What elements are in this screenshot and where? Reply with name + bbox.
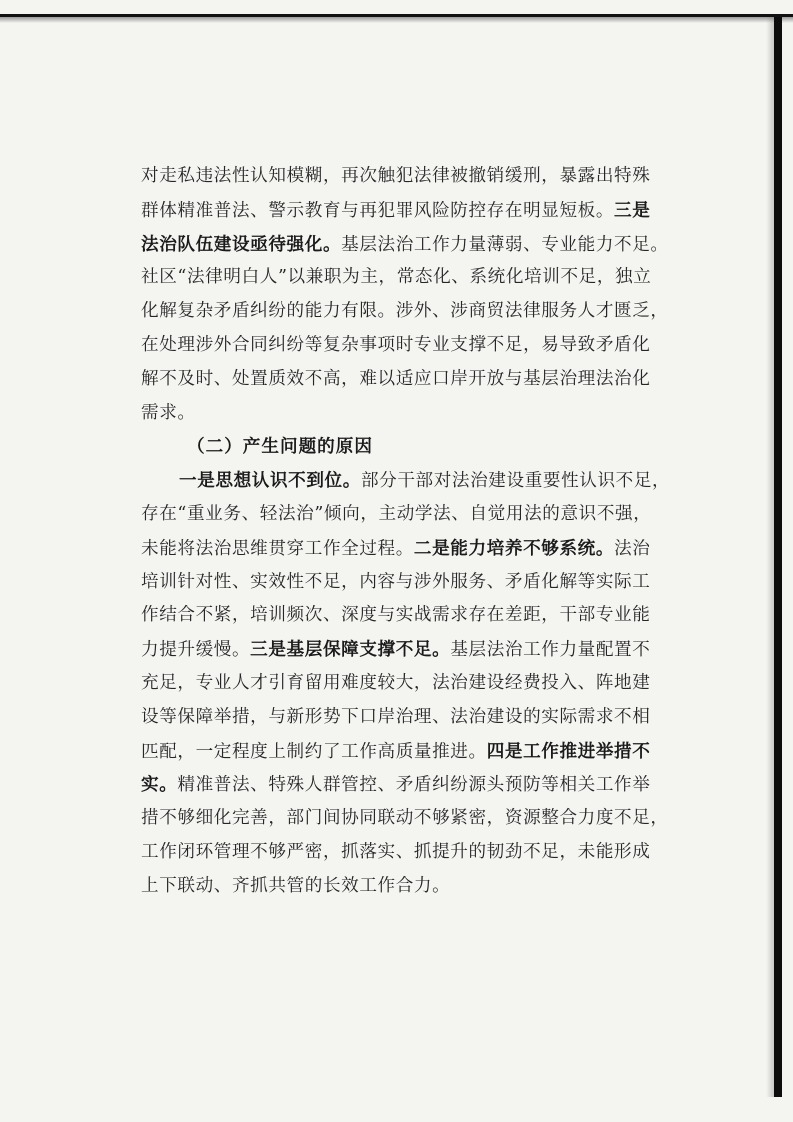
text-line: 工作闭环管理不够严密，抓落实、抓提升的韧劲不足，未能形成 — [141, 841, 651, 862]
text-line: 充足，专业人才引育留用难度较大，法治建设经费投入、阵地建 — [141, 672, 651, 693]
paragraph-issues-continued — [141, 160, 721, 430]
text-line — [141, 633, 721, 667]
key-point-label: 一是思想认识不到位。 — [179, 470, 361, 492]
text-line — [141, 464, 721, 498]
text-line — [141, 194, 721, 228]
document-body — [141, 160, 721, 904]
text-line: 社区“法律明白人”以兼职为主，常态化、系统化培训不足，独立 — [141, 267, 652, 288]
key-point-label: 三是基层保障支撑不足。 — [250, 639, 451, 661]
key-point-label: 实。 — [141, 774, 178, 796]
text-line: 对走私违法性认知模糊，再次触犯法律被撤销缓刑，暴露出特殊 — [141, 166, 651, 186]
key-point-label: 二是能力培养不够系统。 — [413, 537, 615, 559]
text-line — [141, 735, 721, 769]
key-point-label: 法治队伍建设亟待强化。 — [141, 233, 342, 255]
text-line: 存在“重业务、轻法治”倾向，主动学法、自觉用法的意识不强， — [141, 503, 652, 524]
text-line: 措不够细化完善，部门间协同联动不够紧密，资源整合力度不足， — [141, 808, 669, 829]
text-line: 设等保障举措，与新形势下口岸治理、法治建设的实际需求不相 — [141, 706, 651, 727]
text-span: 基层法治工作力量薄弱、专业能力不足。 — [341, 234, 669, 255]
text-line: 解不及时、处置质效不高，难以适应口岸开放与基层治理法治化 — [141, 368, 651, 389]
key-point-label: 三是 — [614, 199, 651, 221]
text-line — [141, 228, 721, 262]
text-span: 精准普法、特殊人群管控、矛盾纠纷源头预防等相关工作举 — [177, 775, 651, 796]
text-line: 上下联动、齐抓共管的长效工作合力。 — [141, 875, 451, 896]
key-point-label: 四是工作推进举措不 — [486, 740, 651, 762]
text-line: 培训针对性、实效性不足，内容与涉外服务、矛盾化解等实际工 — [141, 571, 651, 592]
section-heading: （二）产生问题的原因 — [187, 436, 373, 458]
text-line: 在处理涉外合同纠纷等复杂事项时专业支撑不足，易导致矛盾化 — [141, 334, 651, 355]
text-span: 法治 — [614, 538, 651, 559]
text-line: 作结合不紧，培训频次、深度与实战需求存在差距，干部专业能 — [141, 605, 651, 626]
text-span: 群体精准普法、警示教育与再犯罪风险防控存在明显短板。 — [141, 200, 615, 221]
scan-top-shadow — [0, 17, 793, 23]
text-line: 需求。 — [141, 402, 196, 423]
text-span: 基层法治工作力量配置不 — [450, 640, 651, 661]
text-span: 力提升缓慢。 — [141, 640, 251, 661]
scan-right-shadow — [766, 17, 774, 1097]
scan-right-edge — [774, 17, 782, 1097]
text-span: 部分干部对法治建设重要性认识不足， — [360, 471, 671, 492]
paragraph-causes — [141, 464, 721, 903]
text-span: 匹配，一定程度上制约了工作高质量推进。 — [141, 741, 487, 762]
text-line: 化解复杂矛盾纠纷的能力有限。涉外、涉商贸法律服务人才匮乏， — [141, 301, 669, 322]
text-span: 未能将法治思维贯穿工作全过程。 — [141, 538, 414, 559]
text-line — [141, 532, 721, 566]
text-line — [141, 768, 721, 802]
